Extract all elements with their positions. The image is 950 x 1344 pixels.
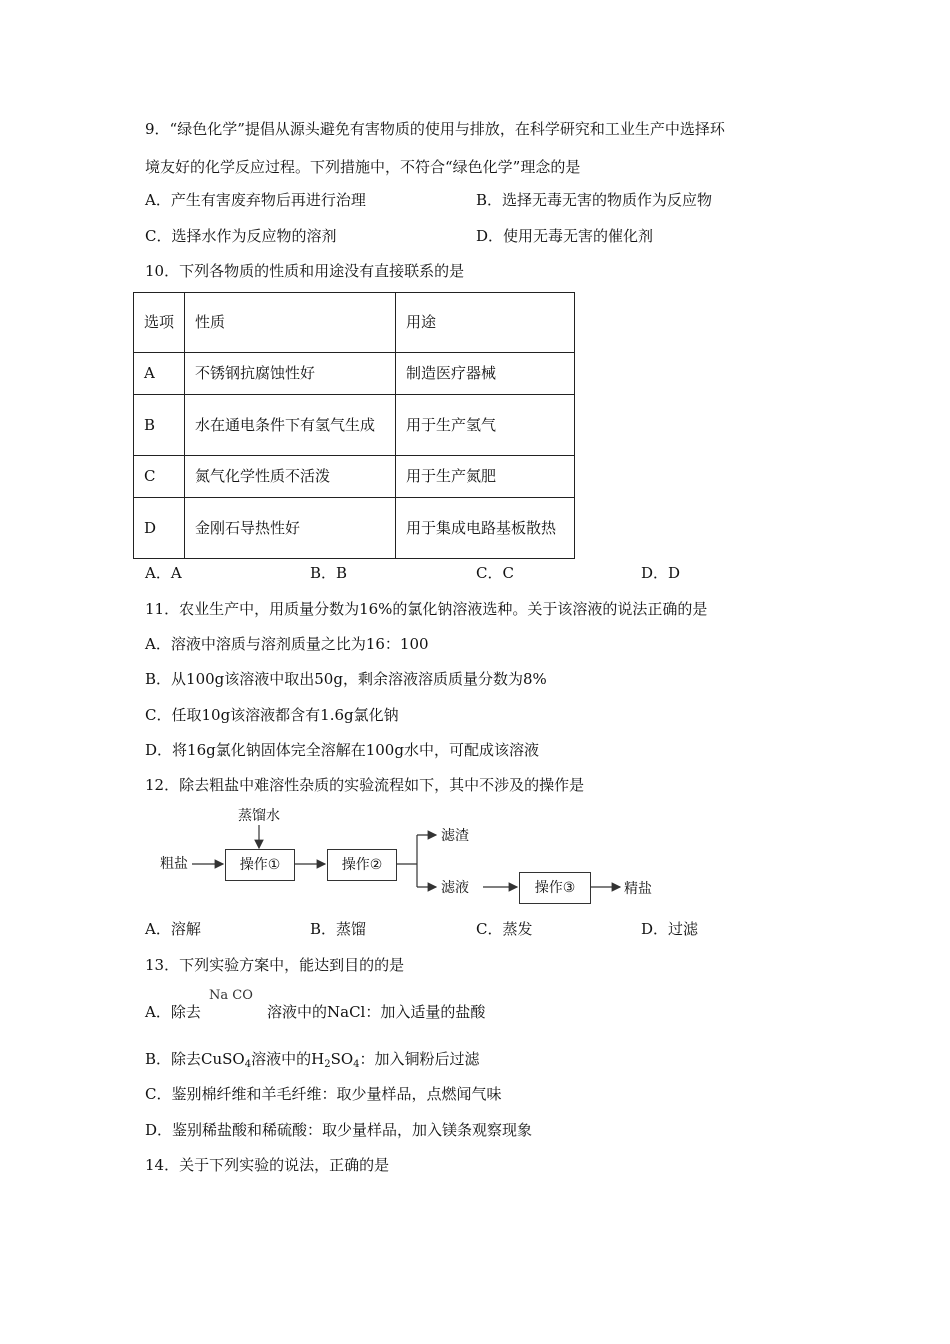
- q13-option-b-part2: 溶液中的H: [251, 1050, 325, 1068]
- q13-option-b-part1: B．除去CuSO: [145, 1050, 245, 1068]
- q10-option-c[interactable]: C．C: [476, 564, 514, 582]
- table-cell: 氮气化学性质不活泼: [185, 456, 396, 498]
- table-cell: 金刚石导热性好: [185, 498, 396, 559]
- q12-option-c[interactable]: C．蒸发: [476, 920, 533, 938]
- q10-stem: 10．下列各物质的性质和用途没有直接联系的是: [145, 262, 465, 280]
- q9-stem-line2: 境友好的化学反应过程。下列措施中，不符合“绿色化学”理念的是: [145, 158, 581, 176]
- flow-start-label: 粗盐: [160, 856, 188, 872]
- q13-option-d[interactable]: D．鉴别稀盐酸和稀硫酸：取少量样品，加入镁条观察现象: [145, 1121, 533, 1139]
- q11-option-a[interactable]: A．溶液中溶质与溶剂质量之比为16：100: [145, 635, 429, 653]
- table-cell: 不锈钢抗腐蚀性好: [185, 353, 396, 395]
- table-cell: C: [134, 456, 185, 498]
- q13-option-b-part3: SO: [330, 1050, 354, 1068]
- q10-option-a[interactable]: A．A: [145, 564, 182, 582]
- q12-option-d[interactable]: D．过滤: [641, 920, 699, 938]
- table-cell: A: [134, 353, 185, 395]
- flow-op1-box: 操作①: [225, 849, 295, 881]
- q13-option-b[interactable]: [145, 1049, 480, 1069]
- flow-filtrate-label: 滤液: [441, 880, 469, 896]
- q9-option-a[interactable]: A．产生有害废弃物后再进行治理: [145, 191, 366, 209]
- q10-option-b[interactable]: B．B: [310, 564, 348, 582]
- q10-option-d[interactable]: D．D: [641, 564, 681, 582]
- table-cell: B: [134, 395, 185, 456]
- table-cell: 用于集成电路基板散热: [396, 498, 575, 559]
- q13-option-b-sub3: 4: [353, 1059, 360, 1070]
- q11-option-c[interactable]: C．任取10g该溶液都含有1.6g氯化钠: [145, 706, 399, 724]
- q13-option-a-prefix: A．除去: [145, 1003, 201, 1021]
- q13-option-a-formula: Na CO: [209, 988, 253, 1003]
- q12-stem: 12．除去粗盐中难溶性杂质的实验流程如下，其中不涉及的操作是: [145, 776, 585, 794]
- q9-stem-line1: 9．“绿色化学”提倡从源头避免有害物质的使用与排放，在科学研究和工业生产中选择环: [145, 120, 725, 138]
- q9-option-b[interactable]: B．选择无毒无害的物质作为反应物: [476, 191, 713, 209]
- q13-option-b-sub1: 4: [244, 1059, 252, 1070]
- q13-option-a-text: 溶液中的NaCl：加入适量的盐酸: [267, 1003, 486, 1021]
- q11-stem: 11．农业生产中，用质量分数为16%的氯化钠溶液选种。关于该溶液的说法正确的是: [145, 600, 708, 618]
- flow-residue-label: 滤渣: [441, 828, 469, 844]
- q14-stem: 14．关于下列实验的说法，正确的是: [145, 1156, 390, 1174]
- table-cell: D: [134, 498, 185, 559]
- q9-option-c[interactable]: C．选择水作为反应物的溶剂: [145, 227, 337, 245]
- table-cell: 用于生产氢气: [396, 395, 575, 456]
- table-cell: 水在通电条件下有氢气生成: [185, 395, 396, 456]
- q13-stem: 13．下列实验方案中，能达到目的的是: [145, 956, 405, 974]
- flow-op3-box: 操作③: [519, 872, 591, 904]
- q13-option-b-part4: ：加入铜粉后过滤: [359, 1050, 480, 1068]
- q13-option-b-sub2: 2: [324, 1059, 331, 1070]
- q11-option-d[interactable]: D．将16g氯化钠固体完全溶解在100g水中，可配成该溶液: [145, 741, 539, 759]
- table-cell: 用于生产氮肥: [396, 456, 575, 498]
- table-header-cell: 选项: [134, 293, 185, 353]
- q12-option-b[interactable]: B．蒸馏: [310, 920, 367, 938]
- q9-option-d[interactable]: D．使用无毒无害的催化剂: [476, 227, 654, 245]
- table-cell: 制造医疗器械: [396, 353, 575, 395]
- q13-option-c[interactable]: C．鉴别棉纤维和羊毛纤维：取少量样品，点燃闻气味: [145, 1085, 502, 1103]
- flow-product-label: 精盐: [624, 881, 652, 897]
- q11-option-b[interactable]: B．从100g该溶液中取出50g，剩余溶液溶质质量分数为8%: [145, 670, 547, 688]
- table-header-cell: 用途: [396, 293, 575, 353]
- q12-option-a[interactable]: A．溶解: [145, 920, 201, 938]
- table-header-cell: 性质: [185, 293, 396, 353]
- flow-water-label: 蒸馏水: [238, 808, 280, 824]
- flow-op2-box: 操作②: [327, 849, 397, 881]
